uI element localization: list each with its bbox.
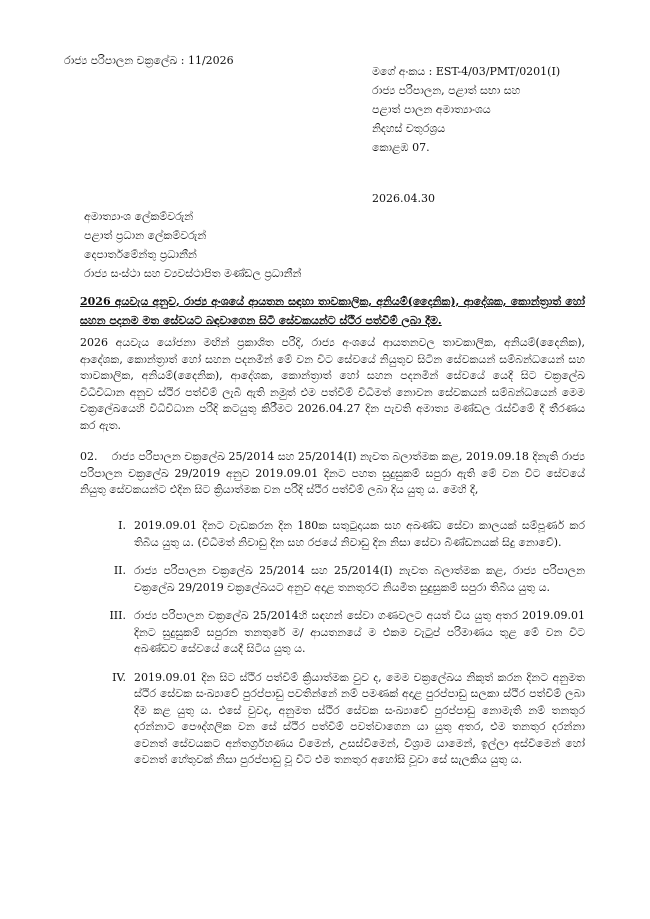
condition-item	[100, 608, 585, 658]
condition-item	[100, 518, 585, 551]
condition-text: 2019.09.01 දින සිට ස්ථිර පත්වීම් ක්‍රියාත්මක වුව ද, මෙම චක්‍රලේඛය නිකුත් කරන දිනට අනුමත ස්ථිර සේවක සංඛ්‍යාවේ පුරප්පාඩු පවතින්නේ නම් පමණක් අදාළ පුරප්පාඩු සලකා ස්ථිර පත්වීම් ලබා දීම කළ යුතු ය. එසේ වුවද, අනුමත ස්ථිර සේවක සංඛ්‍යාවේ පුරප්පාඩු නොමැති නම් තනතුර දරන්නාට පෞද්ගලික වන සේ ස්ථිර පත්වීම් පවත්වාගෙන යා යුතු අතර, එම තනතුර දරන්නා වෙනත් සේවයකට අන්තර්ග්‍රහණය වීමෙන්, උසස්වීමෙන්, විශ්‍රාම යාමෙන්, ඉල්ලා අස්වීමෙන් හෝ වෙනත් හේතුවක් නිසා පුරප්පාඩු වූ විට එම තනතුර අහෝසි වූවා සේ සැලකිය යුතු ය.	[134, 670, 585, 766]
circular-number: රාජ්‍ය පරිපාලන චක්‍රලේඛ : 11/2026	[64, 54, 234, 67]
address-line: රාජ්‍ය පරිපාලන, පළාත් සභා සහ	[372, 84, 521, 97]
condition-text: රාජ්‍ය පරිපාලන චක්‍රලේඛ 25/2014 සහ 25/2014(I) නැවත බලාත්මක කළ, රාජ්‍ය පරිපාලන චක්‍රලේඛ 29/2019 චක්‍රලේඛයට අනුව අදාළ තනතුරට නියමිත සුදුසුකම් සපුරා තිබිය යුතු ය.	[134, 564, 585, 594]
paragraph-1	[80, 335, 585, 434]
condition-item	[100, 563, 585, 596]
paragraph-2	[80, 449, 585, 499]
condition-text: 2019.09.01 දිනට වැඩකරන දින 180ක සතුටුදායක සහ අඛණ්ඩ සේවා කාලයක් සම්පූර්ණ කර තිබිය යුතු ය. (විධිමත් නිවාඩු දින සහ රජයේ නිවාඩු දින නිසා සේවා බිණ්ඩනයක් සිදු නොවේ).	[134, 519, 585, 549]
reference-address-block	[372, 62, 560, 157]
address-line: කොළඹ 07.	[372, 141, 430, 154]
circular-date: 2026.04.30	[372, 192, 435, 205]
condition-number: III.	[109, 609, 126, 622]
condition-number: I.	[118, 519, 126, 532]
recipient: අමාත්‍යාංශ ලේකම්වරුන්	[84, 210, 194, 223]
recipient: දෙපාර්තමේන්තු ප්‍රධානීන්	[84, 248, 197, 261]
address-line: නිදහස් චතුරශ්‍රය	[372, 122, 446, 135]
address-line: පළාත් පාලන අමාත්‍යාංශය	[372, 103, 491, 116]
recipient: රාජ්‍ය සංස්ථා සහ ව්‍යවස්ථාපිත මණ්ඩල ප්‍රධානීන්	[84, 267, 302, 280]
condition-item	[100, 670, 585, 769]
condition-number: IV.	[112, 670, 126, 684]
condition-text: රාජ්‍ය පරිපාලන චක්‍රලේඛ 25/2014හි සඳහන් සේවා ගණවලට අයත් විය යුතු අතර 2019.09.01 දිනට සුදුසුකම් සපුරන තනතුරේ ම/ ආයතනයේ ම එකම වැටුප් පරිමාණය තුළ මේ වන විට අඛණ්ඩව සේවයේ යෙදී සිටිය යුතු ය.	[134, 609, 585, 655]
recipient: පළාත් ප්‍රධාන ලේකම්වරුන්	[84, 229, 207, 242]
paragraph-2-text: රාජ්‍ය පරිපාලන චක්‍රලේඛ 25/2014 සහ 25/2014(I) නැවත බලාත්මක කළ, 2019.09.18 දිනැති රාජ්‍ය පරිපාලන චක්‍රලේඛ 29/2019 අනුව 2019.09.01 දිනට පහත සුදුසුකම් සපුරා ඇති මේ වන විට සේවයේ නියුතු සේවකයන්ට එදින සිට ක්‍රියාත්මක වන පරිදි ස්ථිර පත්වීම් ලබා දිය යුතු ය. මෙහි දී,	[80, 450, 585, 496]
paragraph-2-number: 02.	[80, 450, 98, 463]
subject-heading: 2026 අයවැය අනුව, රාජ්‍ය අංශයේ ආයතන සඳහා තාවකාලික, අනියම්(දෛනික), ආදේශක, කොන්ත්‍රාත් හෝ සහන පදනම මත සේවයට බඳවාගෙන සිටි සේවකයන්ට ස්ථිර පත්වීම් ලබා දීම.	[80, 295, 585, 327]
paragraph-1-text: 2026 අයවැය යෝජනා මඟින් ප්‍රකාශිත පරිදි, රාජ්‍ය අංශයේ ආයතනවල තාවකාලික, අනියම්(දෛනික), ආදේශක, කොන්ත්‍රාත් හෝ සහන පදනමින් මේ වන විට සේවයේ නියුතුව සිටින සේවකයන් සම්බන්ධයෙන් සහ තාවකාලික, අනියම්(දෛනික), ආදේශක, කොන්ත්‍රාත් හෝ සහන පදනමින් සේවයේ යෙදී සිට චක්‍රලේඛ විධිවිධාන අනුව ස්ථිර පත්වීම් ලැබී ඇති නමුත් එම පත්වීම් විධිමත් නොවන සේවකයන් සම්බන්ධයෙන් මෙම චක්‍රලේඛයෙහි විධිවිධාන පරිදි කටයුතු කිරීමට 2026.04.27 දින පැවති අමාත්‍ය මණ්ඩල රැස්වීමේ දී තීරණය කර ඇත.	[80, 336, 585, 432]
condition-number: II.	[113, 564, 126, 577]
recipients-list	[84, 207, 301, 283]
reference-number: මගේ අංකය : EST-4/03/PMT/0201(I)	[372, 65, 561, 78]
conditions-list	[100, 518, 585, 781]
